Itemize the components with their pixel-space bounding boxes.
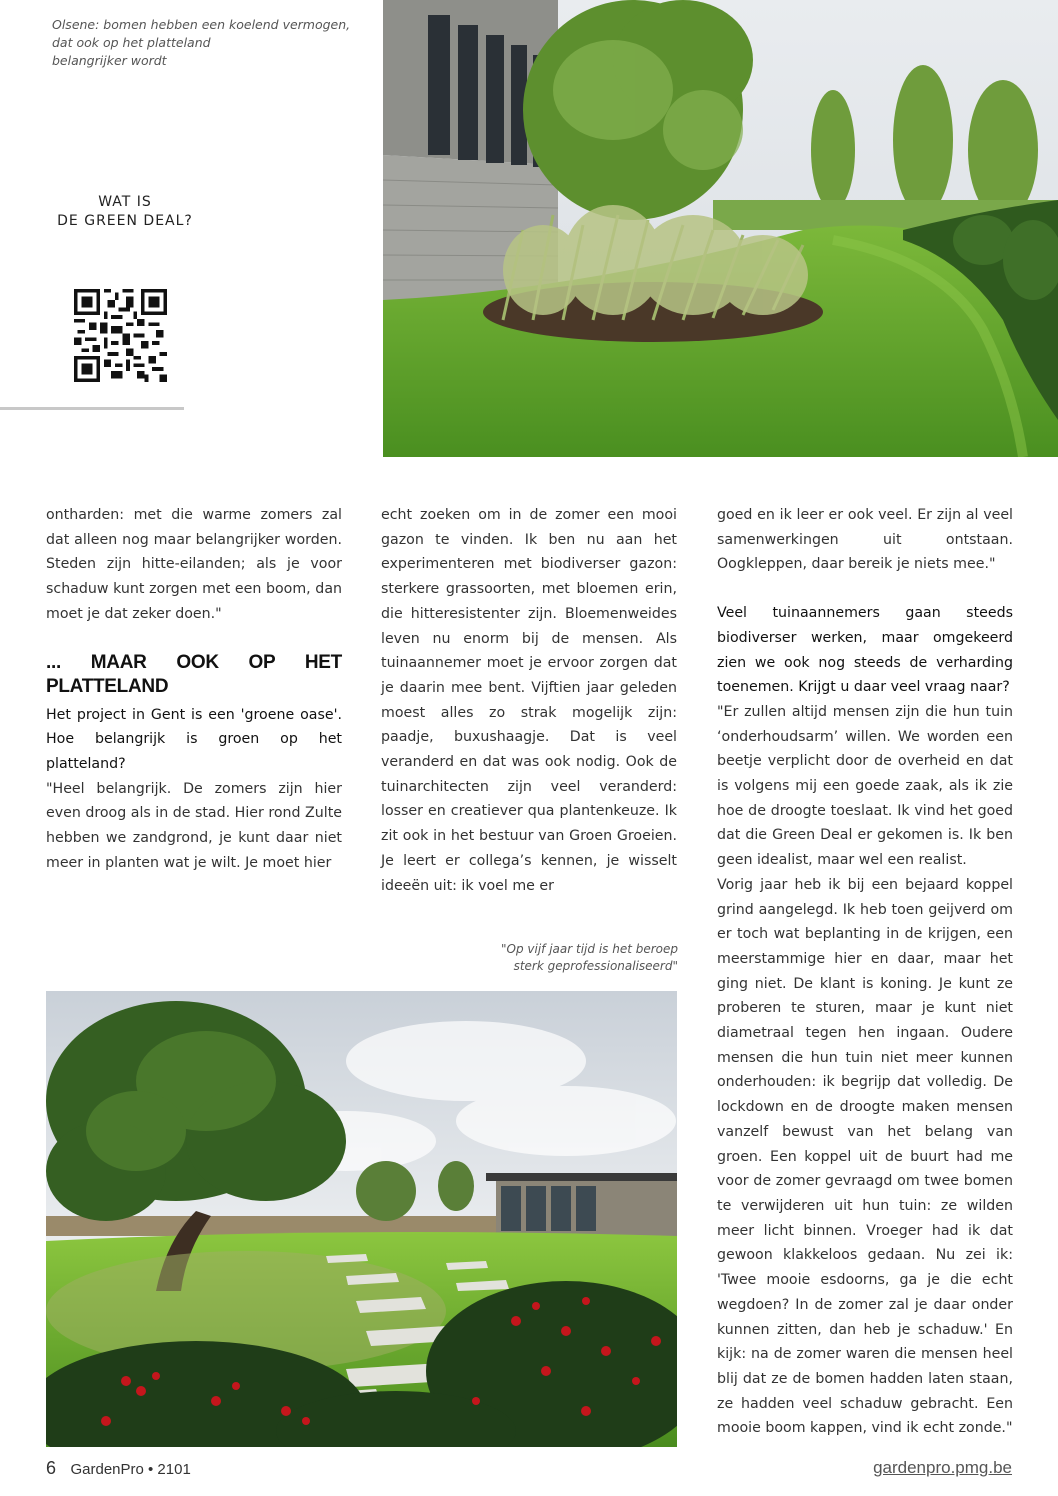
article-column-3 bbox=[717, 503, 1013, 1441]
caption-line: belangrijker wordt bbox=[52, 53, 167, 68]
column3-intro: goed en ik leer er ook veel. Er zijn al veel samenwerkingen uit ontstaan. Oogkleppen, daar bereik je niets mee." bbox=[717, 507, 1013, 573]
pull-quote-line2: sterk geprofessionaliseerd" bbox=[513, 959, 678, 973]
countryside-garden-photo bbox=[46, 991, 677, 1447]
page-footer-left bbox=[46, 1458, 191, 1479]
divider-line bbox=[0, 407, 184, 410]
qr-code-icon[interactable] bbox=[74, 289, 167, 382]
section-subheading: ... MAAR OOK OP HET PLATTELAND bbox=[46, 651, 342, 697]
column2-text: echt zoeken om in de zomer een mooi gazon te vinden. Ik ben nu aan het experimenteren met biodiverser gazon: sterkere grassoorten, met bloemen erin, die hitteresistenter zijn. Bloemenweides leven nu enorm bij de mensen. Als tuinaannemer moet je ervoor zorgen dat je daarin mee bent. Vijftien jaar geleden moest alles zo strak mogelijk zijn: paadje, buxushaagje. Dat is veel veranderd en dat was ook nodig. Ook de tuinarchitecten zijn veel veranderd: losser en creatiever qua plantenkeuze. Ik zit ook in het bestuur van Groen Groeien. Je leert er collega’s kennen, je wisselt ideeën uit: ik voel me er bbox=[381, 507, 677, 894]
caption-line: dat ook op het platteland bbox=[52, 35, 211, 50]
interview-answer: Vorig jaar heb ik bij een bejaard koppel grind aangelegd. Ik heb toen geijverd om er toch wat beplanting in de krijgen, een meerstammige hier en daar, maar het ging niet. De klant is koning. Je kunt ze proberen te sturen, maar je kunt niet diametraal tegen hen ingaan. Oudere mensen die hun tuin niet meer kunnen onderhouden: ik begrijp dat volledig. De lockdown en de droogte maken mensen vanzelf bewust van het belang van groen. Een koppel uit de buurt had me voor de zomer gevraagd om twee bomen te verwijderen uit hun tuin: ze wilden meer licht binnen. Vroeger had ik dat gewoon klakkeloos gedaan. Nu zei ik: 'Twee mooie esdoorns, ga je die echt wegdoen? In de zomer zal je daar onder kunnen zitten, dan heb je schaduw.' En kijk: na de zomer waren die mensen heel blij dat ze de bomen hadden laten staan, ze hadden veel schaduw gebracht. Een mooie boom kappen, vind ik echt zonde." bbox=[717, 876, 1013, 1437]
interview-question: Veel tuinaannemers gaan steeds biodiverser werken, maar omgekeerd zien we ook nog steeds de verharding toenemen. Krijgt u daar veel vraag naar? bbox=[717, 605, 1013, 696]
website-link[interactable]: gardenpro.pmg.be bbox=[873, 1458, 1012, 1477]
pull-quote-line1: "Op vijf jaar tijd is het beroep bbox=[501, 942, 678, 956]
magazine-issue: GardenPro • 2101 bbox=[70, 1461, 191, 1478]
interview-answer: "Heel belangrijk. De zomers zijn hier even droog als in de stad. Hier rond Zulte hebben we zandgrond, je kunt daar niet meer in planten wat je wilt. Je moet hier bbox=[46, 780, 342, 871]
article-column-2 bbox=[381, 503, 677, 898]
interview-question: Het project in Gent is een 'groene oase'. Hoe belangrijk is groen op het platteland? bbox=[46, 706, 342, 772]
garden-building-photo bbox=[383, 0, 1058, 457]
column1-intro: ontharden: met die warme zomers zal dat alleen nog maar belangrijker worden. Steden zijn hitte-eilanden; als je voor schaduw kunt zorgen met een boom, dan moet je dat zeker doen." bbox=[46, 507, 342, 622]
page-number: 6 bbox=[46, 1458, 57, 1478]
interview-answer: "Er zullen altijd mensen zijn die hun tuin ‘onderhoudsarm’ willen. We worden een beetje verplicht door de overheid en dat is volgens mij een goede zaak, als ik zie hoe de droogte toeslaat. Ik vind het goed dat die Green Deal er gekomen is. Ik ben geen idealist, maar wel een realist. bbox=[717, 703, 1013, 869]
pull-quote bbox=[460, 941, 678, 975]
photo-caption-top bbox=[52, 16, 352, 70]
green-deal-heading bbox=[40, 193, 210, 231]
green-deal-heading-line1: WAT IS bbox=[98, 194, 152, 210]
green-deal-heading-line2: DE GREEN DEAL? bbox=[57, 213, 193, 229]
article-column-1 bbox=[46, 503, 342, 875]
caption-line: Olsene: bomen hebben een koelend vermogen, bbox=[52, 17, 351, 32]
